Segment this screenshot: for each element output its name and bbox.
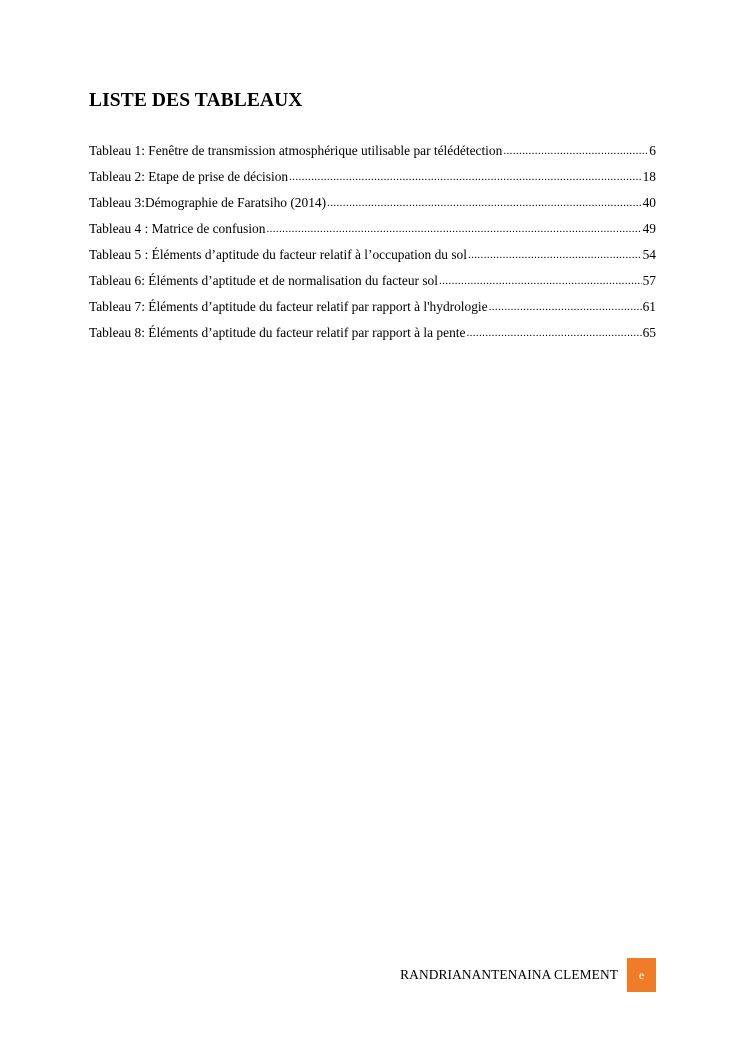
dot-leader (503, 141, 648, 161)
toc-entry-page: 40 (642, 195, 656, 210)
toc-entry-label: Tableau 5 : Éléments d’aptitude du facteur relatif à l’occupation du sol (89, 247, 467, 262)
dot-leader (489, 297, 642, 317)
toc-entry-label: Tableau 4 : Matrice de confusion (89, 221, 266, 236)
toc-entry-page: 6 (649, 143, 656, 158)
dot-leader (468, 245, 642, 265)
dot-leader (439, 271, 642, 291)
toc-entry-label: Tableau 3:Démographie de Faratsiho (2014) (89, 195, 327, 210)
dot-leader (266, 219, 641, 239)
toc-entry-page: 54 (642, 247, 656, 262)
toc-entry-tableau-7[interactable] (89, 297, 656, 323)
page-title: LISTE DES TABLEAUX (89, 90, 303, 111)
toc-entry-tableau-4[interactable] (89, 219, 656, 245)
dot-leader (327, 193, 642, 213)
toc-entry-tableau-8[interactable] (89, 323, 656, 349)
toc-entry-tableau-6[interactable] (89, 271, 656, 297)
footer-page-marker: e (627, 958, 656, 992)
toc-entry-page: 65 (642, 325, 656, 340)
toc-entry-tableau-3[interactable] (89, 193, 656, 219)
toc-entry-tableau-2[interactable] (89, 167, 656, 193)
toc-entry-label: Tableau 2: Etape de prise de décision (89, 169, 289, 184)
toc-entry-page: 61 (642, 299, 656, 314)
toc-entry-label: Tableau 6: Éléments d’aptitude et de normalisation du facteur sol (89, 273, 438, 288)
table-list (89, 141, 656, 349)
toc-entry-page: 18 (642, 169, 656, 184)
toc-entry-page: 49 (642, 221, 656, 236)
toc-entry-tableau-5[interactable] (89, 245, 656, 271)
toc-entry-label: Tableau 8: Éléments d’aptitude du facteur relatif par rapport à la pente (89, 325, 466, 340)
toc-entry-page: 57 (642, 273, 656, 288)
toc-entry-label: Tableau 7: Éléments d’aptitude du facteur relatif par rapport à l'hydrologie (89, 299, 488, 314)
dot-leader (466, 323, 641, 343)
toc-entry-tableau-1[interactable] (89, 141, 656, 167)
page-footer (400, 958, 656, 992)
footer-author: RANDRIANANTENAINA CLEMENT (400, 967, 618, 982)
toc-entry-label: Tableau 1: Fenêtre de transmission atmosphérique utilisable par télédétection (89, 143, 503, 158)
dot-leader (289, 167, 642, 187)
